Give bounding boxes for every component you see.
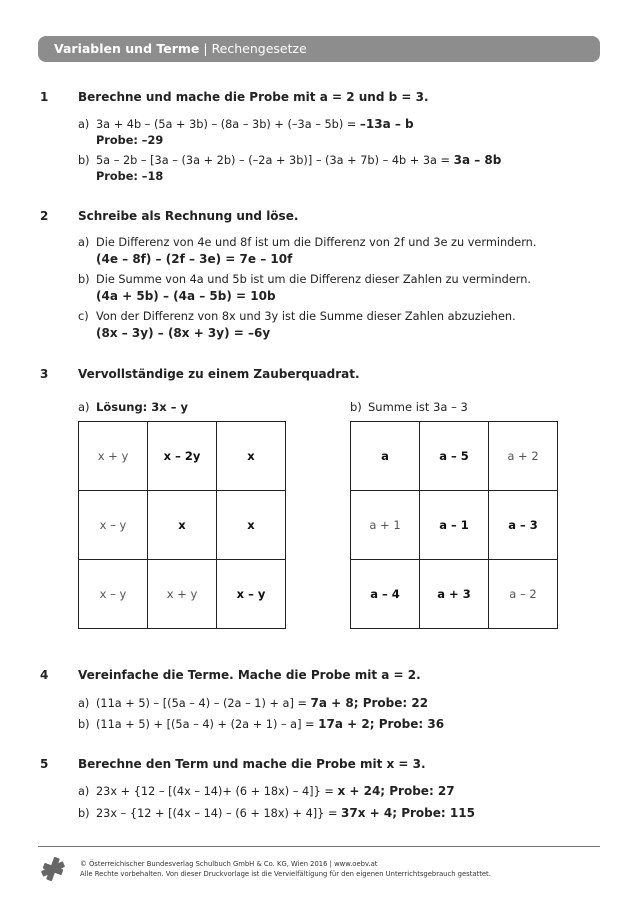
- task-2-text: Schreibe als Rechnung und löse.: [78, 209, 299, 223]
- magic-square-cell: a + 1: [351, 491, 420, 560]
- task-1a: [78, 116, 414, 149]
- task-2a: [78, 235, 536, 268]
- magic-square-cell: a – 4: [351, 560, 420, 629]
- description: Die Differenz von 4e und 8f ist um die Differenz von 2f und 3e zu vermindern.: [96, 236, 537, 249]
- label: b): [78, 718, 90, 731]
- result: x + 24; Probe: 27: [337, 784, 455, 798]
- magic-square-cell: x: [217, 422, 286, 491]
- magic-square-row: [351, 422, 558, 491]
- magic-square-cell: x – y: [79, 560, 148, 629]
- task-1-text: Berechne und mache die Probe mit a = 2 und b = 3.: [78, 90, 429, 104]
- magic-square-cell: x: [217, 491, 286, 560]
- magic-square-cell: x – y: [217, 560, 286, 629]
- task-5b: [78, 805, 475, 822]
- copyright-line: © Österreichischer Bundesverlag Schulbuch GmbH & Co. KG, Wien 2016 | www.oebv.at: [80, 860, 378, 868]
- result: 17a + 2; Probe: 36: [318, 717, 445, 731]
- magic-square-row: [351, 560, 558, 629]
- expression: 3a + 4b – (5a + 3b) – (8a – 3b) + (–3a – 5b) =: [96, 118, 360, 131]
- magic-square-cell: a + 2: [489, 422, 558, 491]
- task-4a: [78, 695, 428, 712]
- label: c): [78, 310, 89, 323]
- magic-square-cell: x + y: [148, 560, 217, 629]
- rights-line: Alle Rechte vorbehalten. Von dieser Druckvorlage ist die Vervielfältigung für den eigenen Unterrichtsgebrauch gestattet.: [80, 870, 491, 878]
- task-1-number: 1: [40, 90, 49, 104]
- page-header: [38, 36, 600, 62]
- label: a): [78, 118, 90, 131]
- magic-square-cell: a – 5: [420, 422, 489, 491]
- magic-square-cell: a – 2: [489, 560, 558, 629]
- result: (4e – 8f) – (2f – 3e) = 7e – 10f: [96, 252, 293, 266]
- task-2c: [78, 309, 516, 342]
- magic-square-cell: a – 3: [489, 491, 558, 560]
- label: a): [78, 697, 90, 710]
- result: 7a + 8; Probe: 22: [310, 696, 429, 710]
- magic-square-b: [350, 421, 558, 629]
- task-4-number: 4: [40, 668, 49, 682]
- label: a): [78, 236, 90, 249]
- magic-square-b-caption: [350, 400, 468, 414]
- magic-square-cell: a: [351, 422, 420, 491]
- caption-text: Summe ist 3a – 3: [368, 400, 468, 414]
- label: b): [78, 154, 90, 167]
- probe: Probe: –18: [96, 170, 164, 183]
- result: (4a + 5b) – (4a – 5b) = 10b: [96, 289, 276, 303]
- title-separator: |: [199, 41, 212, 56]
- task-5-text: Berechne den Term und mache die Probe mit x = 3.: [78, 757, 426, 771]
- publisher-logo-icon: [40, 856, 66, 882]
- task-5a: [78, 783, 455, 800]
- title-rest: Rechengesetze: [211, 41, 307, 56]
- description: Von der Differenz von 8x und 3y ist die Summe dieser Zahlen abzuziehen.: [96, 310, 516, 323]
- task-1b: [78, 152, 501, 185]
- label: b): [350, 400, 362, 414]
- expression: 23x – {12 + [(4x – 14) – (6 + 18x) + 4]} =: [96, 807, 342, 820]
- magic-square-row: [79, 560, 286, 629]
- result: (8x – 3y) – (8x + 3y) = –6y: [96, 326, 271, 340]
- expression: (11a + 5) – [(5a – 4) – (2a – 1) + a] =: [96, 697, 311, 710]
- task-3-text: Vervollständige zu einem Zauberquadrat.: [78, 367, 360, 381]
- magic-square-cell: x – y: [79, 491, 148, 560]
- magic-square-cell: a + 3: [420, 560, 489, 629]
- label: a): [78, 785, 90, 798]
- footer-divider: [38, 846, 600, 847]
- task-4b: [78, 716, 444, 733]
- magic-square-cell: a – 1: [420, 491, 489, 560]
- result: 37x + 4; Probe: 115: [341, 806, 475, 820]
- caption-text: Lösung: 3x – y: [96, 400, 188, 414]
- result: –13a – b: [359, 117, 414, 131]
- page-title: [54, 41, 307, 56]
- task-2-number: 2: [40, 209, 49, 223]
- result: 3a – 8b: [453, 153, 502, 167]
- task-2b: [78, 272, 531, 305]
- magic-square-cell: x: [148, 491, 217, 560]
- task-4-text: Vereinfache die Terme. Mache die Probe mit a = 2.: [78, 668, 421, 682]
- expression: 23x + {12 – [(4x – 14)+ (6 + 18x) – 4]} =: [96, 785, 338, 798]
- magic-square-row: [351, 491, 558, 560]
- magic-square-a: [78, 421, 286, 629]
- magic-square-cell: x + y: [79, 422, 148, 491]
- label: a): [78, 400, 90, 414]
- description: Die Summe von 4a und 5b ist um die Differenz dieser Zahlen zu vermindern.: [96, 273, 531, 286]
- magic-square-row: [79, 422, 286, 491]
- title-bold: Variablen und Terme: [54, 41, 200, 56]
- label: b): [78, 807, 90, 820]
- expression: (11a + 5) + [(5a – 4) + (2a + 1) – a] =: [96, 718, 319, 731]
- magic-square-row: [79, 491, 286, 560]
- magic-square-cell: x – 2y: [148, 422, 217, 491]
- label: b): [78, 273, 90, 286]
- probe: Probe: –29: [96, 134, 164, 147]
- magic-square-a-caption: [78, 400, 188, 414]
- expression: 5a – 2b – [3a – (3a + 2b) – (–2a + 3b)] – (3a + 7b) – 4b + 3a =: [96, 154, 454, 167]
- task-5-number: 5: [40, 757, 49, 771]
- task-3-number: 3: [40, 367, 49, 381]
